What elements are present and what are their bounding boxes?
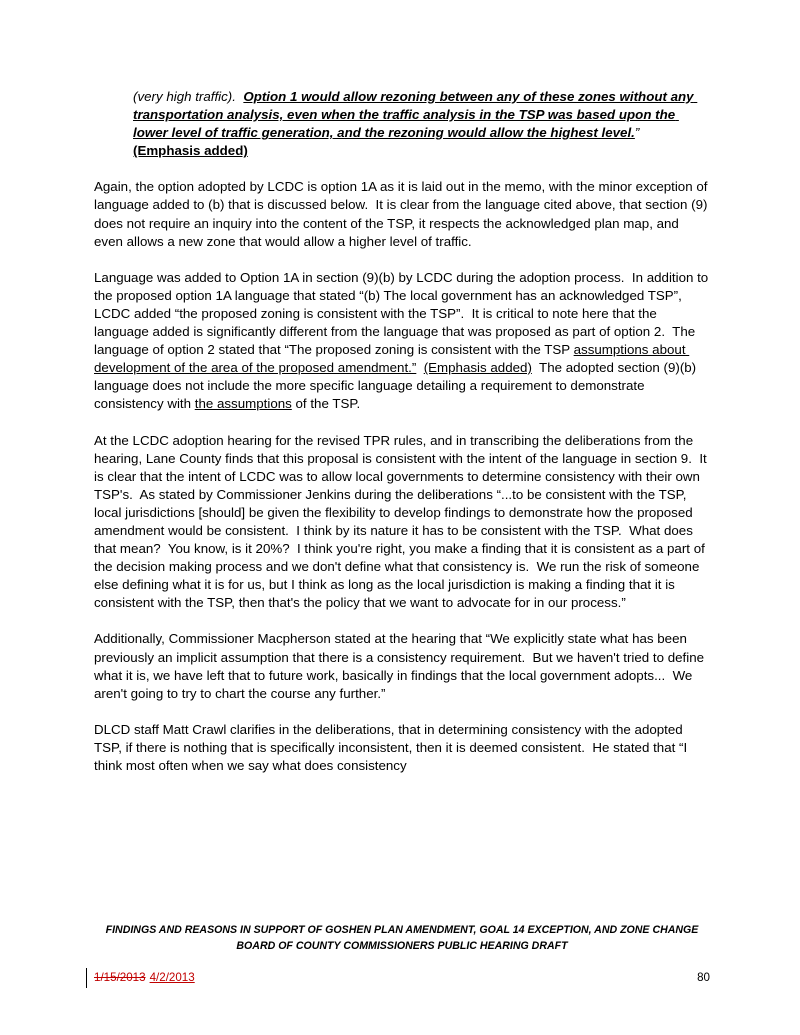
page-number: 80 xyxy=(697,971,710,984)
quote-close-mark: ” xyxy=(634,125,647,141)
footer-draft-line: BOARD OF COUNTY COMMISSIONERS PUBLIC HEARING DRAFT xyxy=(236,940,568,952)
revision-dates xyxy=(94,970,195,986)
p2-text-end: of the TSP. xyxy=(291,396,361,412)
block-quote xyxy=(133,88,710,160)
quote-emphasized-text: Option 1 would allow rezoning between any of these zones without any transportation analysis, even when the traffic analysis in the TSP was based upon the lower level of traffic generation, and the rezoning would allow the highest level. xyxy=(133,89,698,141)
paragraph-lcdc-hearing: At the LCDC adoption hearing for the revised TPR rules, and in transcribing the deliberations from the hearing, Lane County finds that this proposal is consistent with the intent of the language in section 9. It is clear that the intent of LCDC was to allow local governments to determine consistency with their own TSP's. As stated by Commissioner Jenkins during the deliberations “...to be consistent with the TSP, local jurisdictions [should] be given the flexibility to develop findings to demonstrate how the proposed amendment would be consistent. I think by its nature it has to be consistent with the TSP. What does that mean? You know, is it 20%? I think you're right, you make a finding that it is consistent as a part of the decision making process and we don't define what that consistency is. We run the risk of someone else defining what it is for us, but I think as long as the local jurisdiction is making a finding that it is consistent with the TSP, then that's the policy that we want to advocate for in our process.” xyxy=(94,432,711,611)
p2-underlined-the-assumptions: the assumptions xyxy=(194,396,292,412)
footer-title-line: FINDINGS AND REASONS IN SUPPORT OF GOSHEN PLAN AMENDMENT, GOAL 14 EXCEPTION, AND ZONE CHANGE xyxy=(105,924,699,936)
quote-lead-text: (very high traffic). xyxy=(133,89,244,104)
p2-underlined-assumptions-clause: assumptions about development of the area of the proposed amendment.” xyxy=(94,342,690,376)
footer-date-line xyxy=(94,970,710,986)
p2-text-middle: The adopted section (9)(b) language does not include the more specific language detailing a requirement to demonstrate consistency with xyxy=(94,360,700,412)
paragraph-dlcd-staff: DLCD staff Matt Crawl clarifies in the deliberations, that in determining consistency with the adopted TSP, if there is nothing that is specifically inconsistent, then it is deemed consistent. He stated that “I think most often when we say what does consistency xyxy=(94,721,691,773)
p2-text-start: Language was added to Option 1A in section (9)(b) by LCDC during the adoption process. In addition to the proposed option 1A language that stated “(b) The local government has an acknowledged TSP”, LCDC added “the proposed zoning is consistent with the TSP”. It is critical to note here that the language added is significantly different from the language that was proposed as part of option 2. The language of option 2 stated that “The proposed zoning is consistent with the TSP xyxy=(94,269,712,358)
p2-emphasis-added-note: (Emphasis added) xyxy=(423,360,532,376)
document-footer xyxy=(94,922,710,954)
paragraph-option-adopted: Again, the option adopted by LCDC is option 1A as it is laid out in the memo, with the minor exception of language added to (b) that is discussed below. It is clear from the language cited above, that section (9) does not require an inquiry into the content of the TSP, it respects the acknowledged plan map, and even allows a new zone that would allow a higher level of traffic. xyxy=(94,179,712,249)
document-body xyxy=(94,88,710,775)
date-struck-old: 1/15/2013 xyxy=(94,971,146,984)
paragraph-macpherson: Additionally, Commissioner Macpherson stated at the hearing that “We explicitly state what has been previously an implicit assumption that there is a consistency requirement. But we haven't tried to define what it is, we have left that to future work, basically in findings that the local government adopts... We aren't going to try to chart the course any further.” xyxy=(94,631,708,701)
revision-change-bar xyxy=(86,968,87,988)
p2-spacer xyxy=(416,360,423,375)
paragraph-language-added xyxy=(94,269,710,414)
quote-emphasis-added-note: (Emphasis added) xyxy=(133,143,248,159)
date-inserted-new: 4/2/2013 xyxy=(149,971,195,984)
